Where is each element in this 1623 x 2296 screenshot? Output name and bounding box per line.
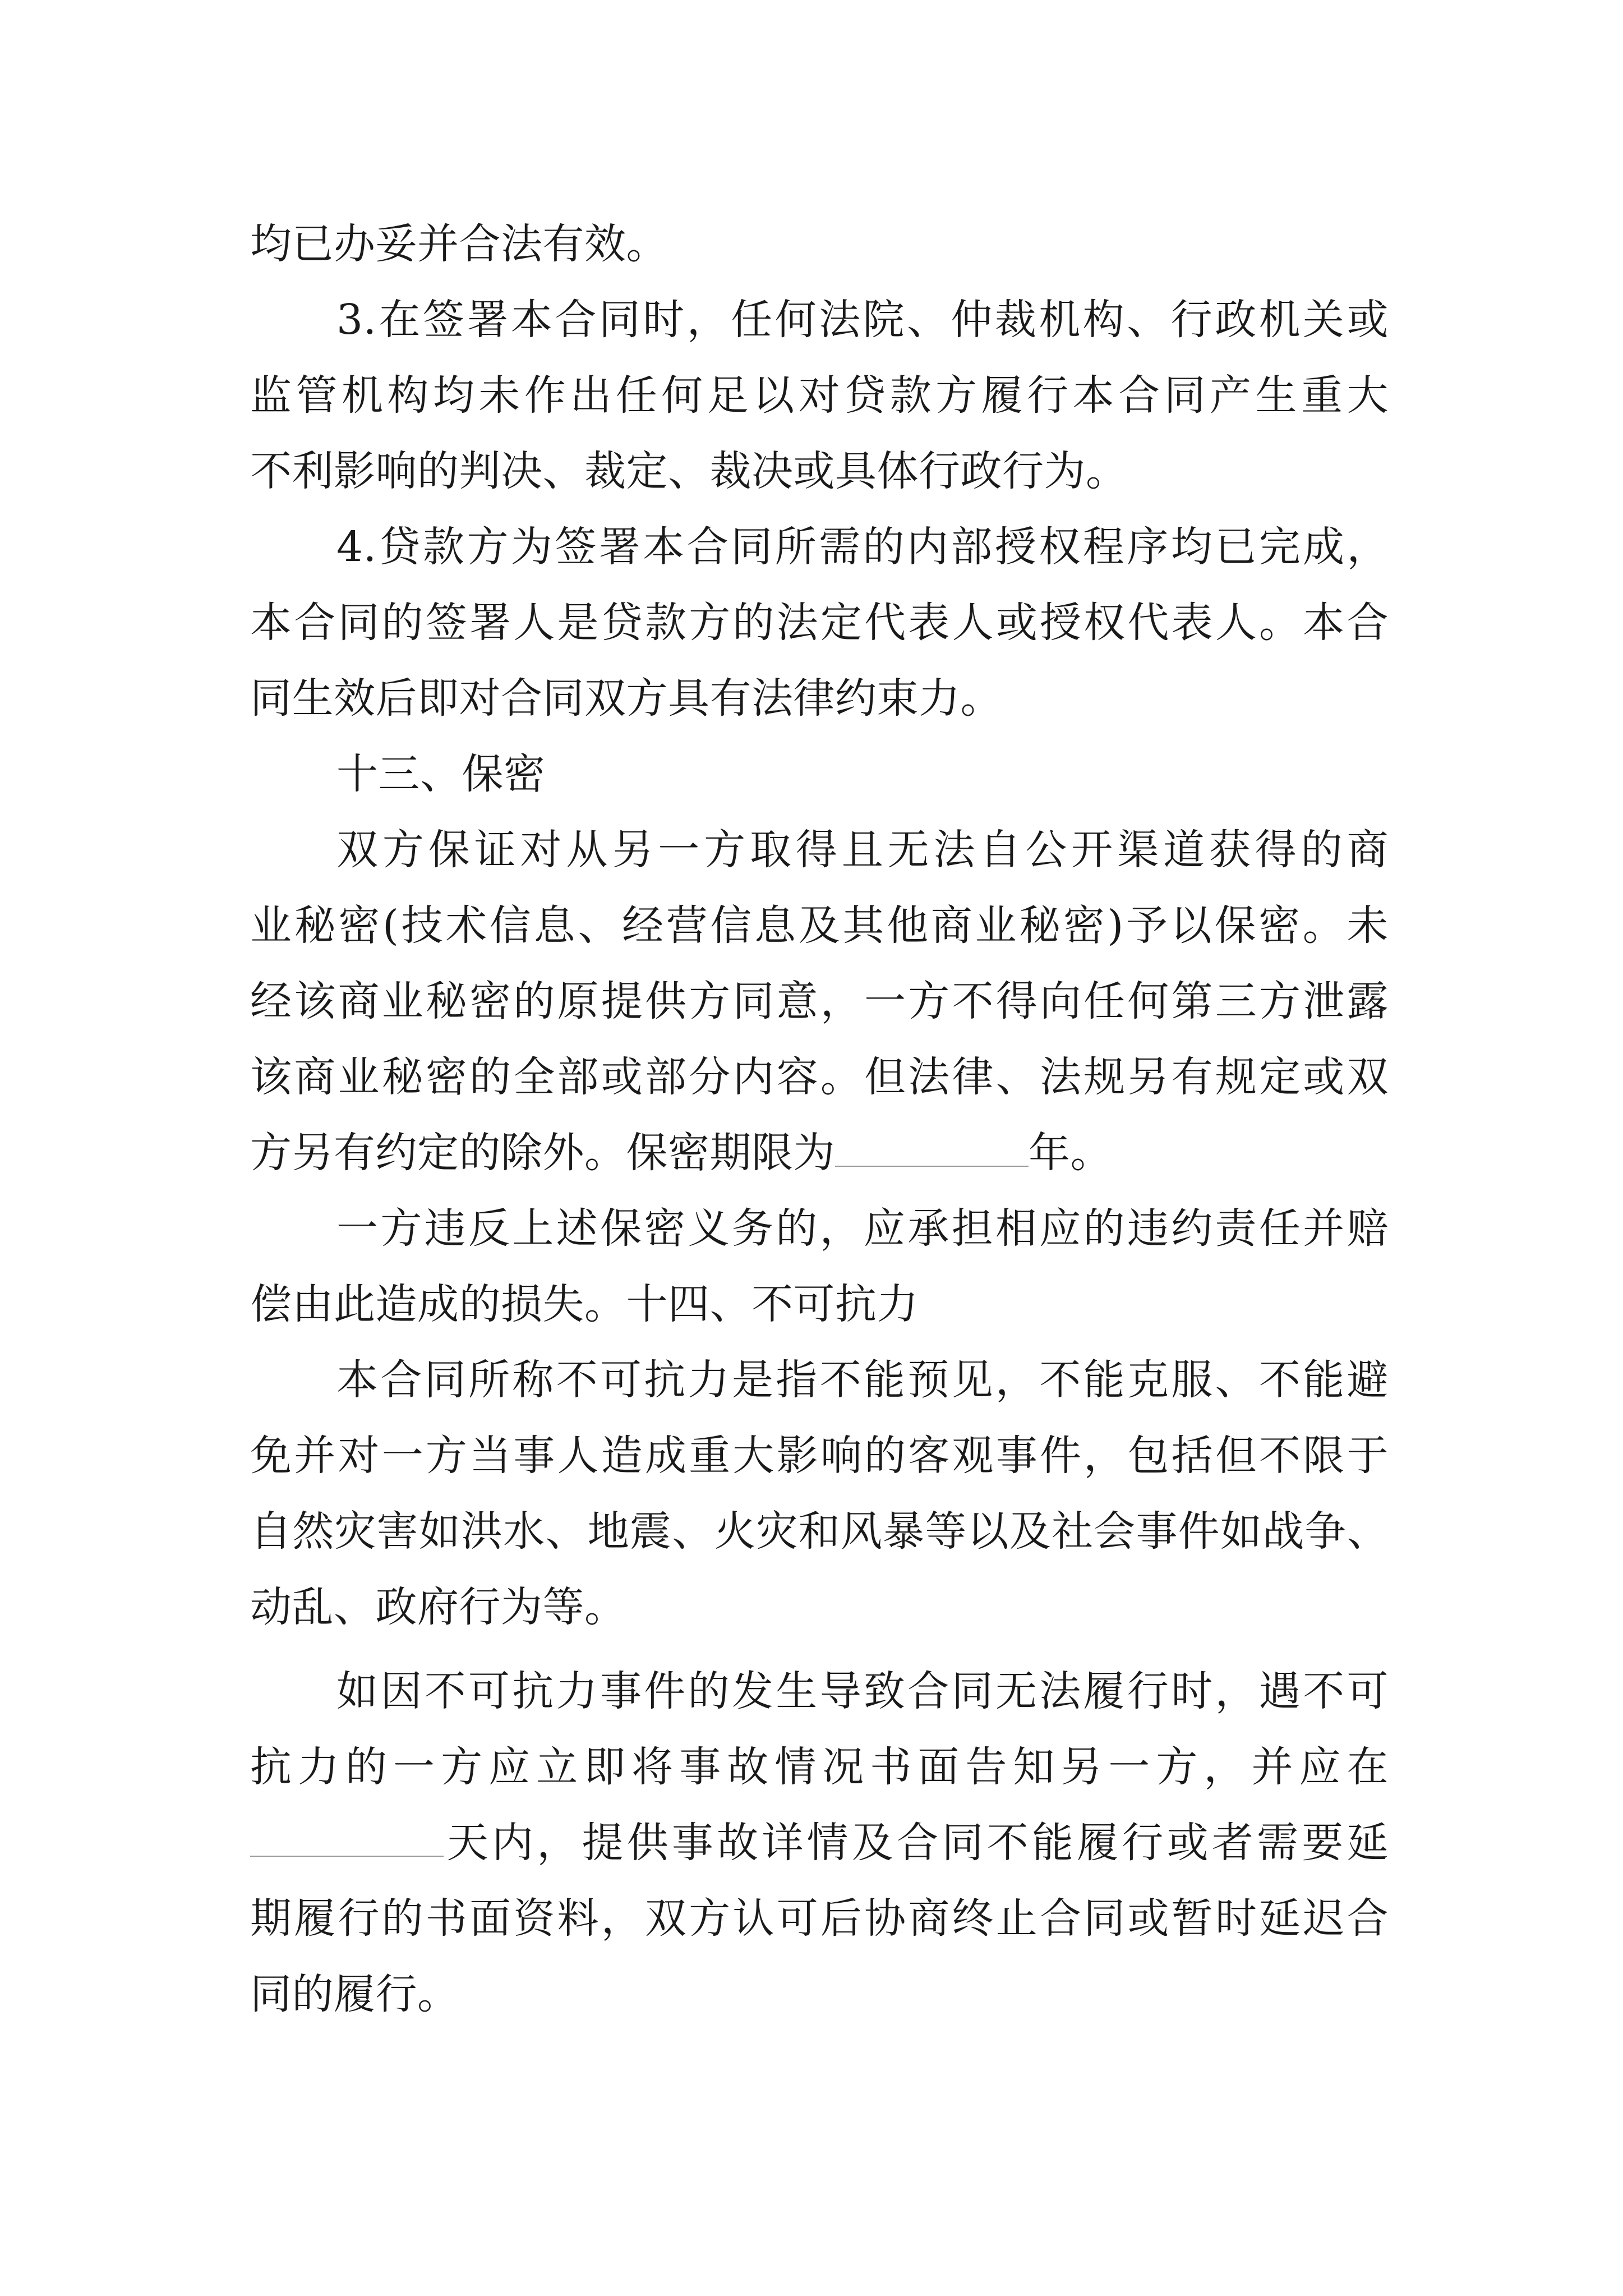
text-line: 均已办妥并合法有效。 [250, 220, 668, 268]
text-line: 本合同的签署人是贷款方的法定代表人或授权代表人。本合 [250, 599, 1389, 647]
text-line: 免并对一方当事人造成重大影响的客观事件，包括但不限于 [250, 1432, 1389, 1480]
text-line: 不利影响的判决、裁定、裁决或具体行政行为。 [250, 447, 1128, 495]
text-line: 监管机构均未作出任何足以对贷款方履行本合同产生重大 [250, 371, 1389, 420]
text-line-with-blank [250, 1806, 1389, 1879]
text-line: 业秘密(技术信息、经营信息及其他商业秘密)予以保密。未 [250, 901, 1389, 950]
blank-field [250, 1822, 444, 1857]
text-line-with-blank [250, 1116, 1389, 1189]
text-segment: 天内，提供事故详情及合同不能履行或者需要延 [444, 1819, 1389, 1867]
text-line: 抗力的一方应立即将事故情况书面告知另一方，并应在 [250, 1743, 1389, 1791]
text-line: 该商业秘密的全部或部分内容。但法律、法规另有规定或双 [250, 1053, 1389, 1101]
text-line: 同的履行。 [250, 1970, 459, 2018]
text-line: 双方保证对从另一方取得且无法自公开渠道获得的商 [336, 826, 1389, 874]
text-segment: 方另有约定的除外。保密期限为 [250, 1129, 835, 1177]
text-line: 一方违反上述保密义务的，应承担相应的违约责任并赔 [336, 1204, 1389, 1253]
text-line: 偿由此造成的损失。十四、不可抗力 [250, 1280, 919, 1328]
text-line: 如因不可抗力事件的发生导致合同无法履行时，遇不可 [336, 1667, 1389, 1715]
text-line: 期履行的书面资料，双方认可后协商终止合同或暂时延迟合 [250, 1894, 1389, 1943]
text-line: 同生效后即对合同双方具有法律约束力。 [250, 674, 1002, 723]
text-line: 4.贷款方为签署本合同所需的内部授权程序均已完成， [336, 523, 1389, 571]
text-line: 本合同所称不可抗力是指不能预见，不能克服、不能避 [336, 1356, 1389, 1404]
text-line: 3.在签署本合同时，任何法院、仲裁机构、行政机关或 [336, 296, 1389, 344]
text-line: 动乱、政府行为等。 [250, 1583, 626, 1631]
blank-field [835, 1132, 1029, 1167]
text-line: 经该商业秘密的原提供方同意，一方不得向任何第三方泄露 [250, 977, 1389, 1025]
section-heading: 十三、保密 [336, 750, 546, 798]
text-segment: 年。 [1029, 1129, 1112, 1177]
text-line: 自然灾害如洪水、地震、火灾和风暴等以及社会事件如战争、 [250, 1507, 1389, 1556]
